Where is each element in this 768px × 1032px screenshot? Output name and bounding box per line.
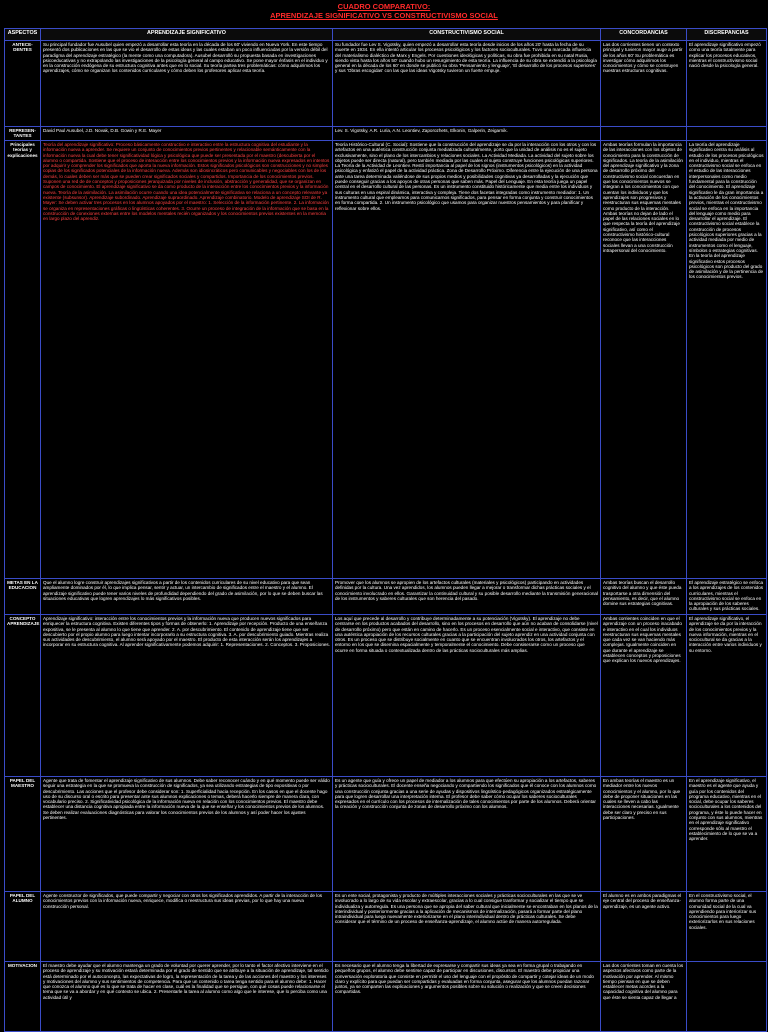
table-row <box>5 579 767 615</box>
table-row <box>5 615 767 777</box>
cell-concordancias: Ambas corrientes coinciden en que el aprendizaje con un proceso inacabado e interactivo en el cual los individuos reestructuran sus esquemas mentales que cada vez se van haciendo más complejas. Igualmente coinciden en que durante el aprendizaje se establecen conceptos y proposiciones que explican los nuevos aprendizajes. <box>601 615 687 777</box>
cell-discrepancias: El aprendizaje significativo, el aprendizaje se da por la interacción de los conocimientos previos y la nueva información, mientras en el sociocultural se da gracias a la interacción entre varios individuos y su entorno. <box>687 615 767 777</box>
cell-significativo: Su principal fundador fue Ausubel quien empezó a desarrollar esta teoría en la década de los 60' viviendo en Nueva York. En este tiempo presentó dos publicaciones en las que se vio el desarrollo de estas ideas y las cuales estaban un poco influenciadas por la versión débil del paradigma del aprendizaje estratégico (la mente como una computadora). Ausubel desarrolló su propuesta basada en investigaciones psicoeducativas y no extrapolando las investigaciones de la psicología general al campo educativo. Se pone mayor énfasis en el individuo y en la construcción endógena de su estructura cognitiva antes que en lo social. Su teoría partea tres problemáticas: cómo adquirimos los aprendizajes, cómo se organizan los contenidos curriculares y cómo deben los profesores aplicar esta teoría. <box>41 41 333 127</box>
row-aspect: CONCEPTO APRENDIZAJE <box>5 615 41 777</box>
cell-significativo: Agente que trata de fomentar el aprendizaje significativo de sus alumnos. Debe saber reconocer cuándo y en qué momento puede ser válido seguir una estrategia en la que se promueva la construcción de significados, ya sea utilizando estrategias de tipo expositivas o por descubrimiento. Las acciones que el profesor debe considerar son: 1. Superficialidad hacia recepción. En los casos en que el docente hago uso de su discurso oral o escrito para presentar ante sus alumnos explicaciones o temas, deberá hacerlo siempre de manera clara, con vocabulario preciso. 2. Significatividad psicológica de la información nueva en relación con los conocimientos previos. El maestro debe establecer una distancia cognitiva apropiada entre la información nueva de la que se enseñar y los conocimientos previos de los alumnos. Se deben realizar evaluaciones diagnósticas para valorar los conocimientos previos de los alumnos y así poder hacer los ajustes pertinentes. <box>41 777 333 892</box>
title-line-1: CUADRO COMPARATIVO: <box>337 2 431 11</box>
cell-concordancias: Las dos corrientes toman en cuenta los aspectos afectivos como parte de la motivación por aprender. Al mismo tiempo piensan en que se deben establecer metas acordes a la capacidad cognitiva del alumno para que éste se sienta capaz de llegar a <box>601 962 687 1032</box>
cell-social: Es un agente que guía y ofrece un papel de mediador a los alumnos para que efectúen su apropiación a los artefactos, saberes y prácticas socioculturales. El docente enseña negociando y compartiendo los significados que él conoce con los alumnos como una construcción conjunta gracias a una serie de ayudas y dispositivos lingüístico-pedagógicos organizados estratégicamente para que logren desarrollar una interpretación interna. El profesor debe saber cómo ocupar los saberes socioculturales expresados en el currículo con los procesos de internalización de tales conocimientos por parte de los alumnos. Deberá orientar la creación y construcción conjunta de zonas de desarrollo próximo con los alumnos. <box>333 777 601 892</box>
cell-social: Es necesario que el alumno tenga la libertad de expresarse y compartir sus ideas ya sea en forma grupal o trabajando en pequeños grupos, el alumno debe sentirse capaz de participar en discusiones, discursos. El maestro debe propiciar una conversación exploratoria que consiste en permitir el uso del lenguaje con el propósito de compartir y cotejar ideas de un modo claro y explícito para que puedan ser compartidas y evaluadas en forma conjunta, asegurar que los alumnos puedan razonar juntos, ya se comparten las explicaciones y argumentos posibles sobre su solución o realización y que se creen decisiones compartidas. <box>333 962 601 1032</box>
table-row <box>5 127 767 141</box>
table-row <box>5 141 767 579</box>
cell-social: Los aquí que precede al desarrollo y contribuye determinadamente a su potenciación (Vigotsky). El aprendizaje no debe centrarse en los productos acabados del desarrollo, sino en los procesos en desarrollo que aún no acaban de consolidarse (nivel de desarrollo próximo) pero que están en camino de hacerlo. Es un proceso esencialmente social e interactivo, que consiste en una auténtica apropiación de los recursos culturales gracias a la participación del sujeto aprendiz en una actividad conjunta con otros. Es un proceso que se distribuye socialmente en cuanto que se encuentran involucrados los otros, los artefactos y el entorno en los que se disemina espacialmente y temporalmente el conocimiento. Debe consiserarse como un proceso que ocurre en forma situada o contextualizada dentro de las prácticas socioculturales más amplias. <box>333 615 601 777</box>
cell-significativo: Aprendizaje significativo: interacción entre los conocimientos previos y la información nueva que producen nuevos significados para enriquecer la estructura cognitiva. Existen diferentes tipos y formas de obtenerlo: 1. Aprendizaje por recepción. Producto de una enseñanza expositiva, se le presenta al alumno lo que tiene que aprender. 2. A. por descubrimiento. El contenido de aprendizaje tiene que ser descubierto por el propio alumno para luego intentar incorporarlo a su estructura cognitiva. 3. A. por descubrimiento guiado. Mientras realiza sus actividades de descubrimiento, el alumno será apoyado por el maestro. El producto de esta interacción serán los aprendizajes a incorporar en su estructura cognitiva. Al aprender significativamente podemos adquirir: 1. Representaciones. 2. Conceptos. 3. Proposiciones. <box>41 615 333 777</box>
cell-social: Es un ente social, protagonista y producto de múltiples interacciones sociales y prácticas socioculturales en las que se ve involucrado a lo largo de su vida escolar y extraescolar, gracias a lo cual consigue tranformar y socializar el tiempo que se individualiza y autorregula. Es una persona que se apropia del saber cultural que inicialmente se encontraban en los planos de la interindividual y posteriormente gracias a la aplicación de mecanismos de internalización, pasará a formar parte del plano intraindividual para luego nuevamente exteriorizarse en el plano interindividual dentro de prácticas culturales. Se debe considerar que el término de un proceso de enseñanza-aprendizaje, el alumno actúe de manera autorregulada. <box>333 892 601 962</box>
comparison-table <box>4 28 767 1032</box>
cell-significativo: David Paul Ausubel, J.D. Novak, D.B. Gowin y R.E. Mayer <box>41 127 333 141</box>
row-aspect: Principales teorías y explicaciones <box>5 141 41 579</box>
row-aspect: PAPEL DEL ALUMNO <box>5 892 41 962</box>
header-constructivismo-social: CONSTRUCTIVISMO SOCIAL <box>333 29 601 41</box>
cell-concordancias: El alumno es en ambos paradigmas el eje central del proceso de enseñanza-aprendizaje, es un agente activo. <box>601 892 687 962</box>
header-concordancias: CONCORDANCIAS <box>601 29 687 41</box>
cell-discrepancias: El aprendizaje estratégico se enfoca a los aprendizajes de los contenidos curriculares, mientras el constructivismo social se enfoca en la apropiación de los saberes culturales y sus prácticas sociales. <box>687 579 767 615</box>
title-line-2: APRENDIZAJE SIGNIFICATIVO VS CONSTRUCTIVISMO SOCIAL <box>270 11 498 20</box>
cell-discrepancias: En el constructivismo social, el alumno forma parte de una comunidad social de la cual va aprendiendo para interiorizar sus conocimientos para luego exteriorizarlos en sus relaciones sociales. <box>687 892 767 962</box>
cell-social: Su fundador fue Lev S. Vigotsky, quien empezó a desarrollar esta teoría desde inicios de los años 20' hasta la fecha de su muerte en 1934. En ella intentó articular los procesos psicológicos y los factores socioculturales. Tuvo una marcada influencia del materialismo dialéctico de Marx y Engels. Por cuestiones ideológicas y políticas, su obra fue prohibida en su natal Rusia, siendo vista hasta los años 50' cuando hubo un resurgimiento de esta teoría. La influencia de su obra se extendió a la psicología general en la década de los 60' en donde se publicó su obra 'Pensamiento y lenguaje', 'El desarrollo de los procesos superiores' y sus 'Obras escogidas' con las que las ideas Vigotsky tuvieron un fuerte empuje. <box>333 41 601 127</box>
cell-concordancias: Ambas teorías buscan el desarrollo cognitivo del alumno y que éste pueda trasportarse a otra dimensión del pensamiento, es decir, que el alumno domine sus estrategias cognitivas. <box>601 579 687 615</box>
header-discrepancias: DISCREPANCIAS <box>687 29 767 41</box>
cell-discrepancias: En el aprendizaje significativo, el maestro es el agente que ayuda y guía por los contenidos del programa educativo, mientras en el social, debe ocupar los saberes socioculturales a los contenidos del programa, y éste lo puede hacer en conjunto con sus alumnos, mientras en el aprendizaje significativo corresponde sólo al maestro el establecimiento de lo que se va a aprender. <box>687 777 767 892</box>
table-row <box>5 962 767 1032</box>
cell-significativo: El maestro debe ayudar que el alumno mantenga un grado de voluntad por querer aprender, por lo tanto el factor afectivo interviene en el proceso de aprendizaje y su motivación estará determinada por el grado de sentido que se atribuye a la situación de aprendizaje, tal sentido está determinado por el autoconcepto, las expectativas de logro, la representación de la tarea y de las acciones del maestro y los intereses y motivaciones del alumno y sus sentimientos de competencia. Para que un contenido o tarea tenga sentido para el alumno debe: 1. Hacer que conozca el alumno qué es lo que se trata de hacer en clase, cuál es la finalidad que se persigue, con qué cosas puede relacionarse el tema que se va a abordar y en qué contexto se ubica. 2. Presentarle la tarea al alumno como algo que le interese, que lo perciba como una actividad útil y <box>41 962 333 1032</box>
row-aspect: REPRESEN-TANTES <box>5 127 41 141</box>
table-row <box>5 892 767 962</box>
header-aprendizaje-significativo: APRENDIZAJE SIGNIFICATIVO <box>41 29 333 41</box>
cell-concordancias: Ambas teorías formulan la importancia de las interacciones con los objetos de conocimiento para la construcción de significados. La teoría de la asimilación del aprendizaje significativo y la zona de desarrollo próximo del constructivismo social concuerdan en que los conocimientos nuevos se integran a los conocimientos con que cuentan los individuos y que los aprendizajes son progresivos y reestructuran sus esquemas mentales como producto de la interacción. Ambas teorías no dejan de lado el papel de las relaciones sociales en lo que respecta la teoría del aprendizaje significativo, así como el constructivismo histórico-cultural reconoce que las interacciones sociales llevan a una construcción intrapersonal del conocimiento. <box>601 141 687 579</box>
document-title <box>0 2 768 20</box>
table-header-row <box>5 29 767 41</box>
cell-concordancias <box>601 127 687 141</box>
cell-significativo: Que el alumno logre construir aprendizajes significativos a partir de los contenidos curriculares de su nivel educativo para que sean ampliamente dominados por él, lo que implica pensar, sentir y actuar, un intercambio de significados entre el maestro y el alumno. El aprendizaje significativo puede tener varios niveles de profundidad dependiendo del grado de asimilación, por lo que se deben buscar las situaciones educativas que logren aprendizajes lo más significativos posibles. <box>41 579 333 615</box>
cell-discrepancias: La teoría del aprendizaje significativo centra su análisis al estudio de los procesos psicológicos en el individuo, mientras el constructivismo social se enfoca en el estudio de las interacciones interpersonales como medio fundamental para la construcción del conocimiento. El aprendizaje significativo le da gran importancia a la activación de los conocimientos previos, mientras el constructivismo social se enfoca en la importancia del lenguaje como medio para desarrollar el aprendizaje. El constructivismo social establece la construcción de procesos psicológicos superiores gracias a la actividad mediada por medio de instrumentos como el lenguaje, símbolos o estrategias cognitivas. En la teoría del aprendizaje significativo estos procesos psicológicos son producto del grado de asimilación y de la pertinencia de los conocimientos previos. <box>687 141 767 579</box>
cell-discrepancias <box>687 962 767 1032</box>
table-row <box>5 41 767 127</box>
row-aspect: ANTECE-DENTES <box>5 41 41 127</box>
cell-concordancias: Las dos corrientes tienen un contexto principal y tuvieron mayor auge a partir de los años 60' Su problemática es investigar cómo adquirimos los conocimientos y cómo se construyen nuestras estructuras cognitivas. <box>601 41 687 127</box>
row-aspect: PAPEL DEL MAESTRO <box>5 777 41 892</box>
cell-significativo: Agente constructor de significados, que puede compartir y negociar con otros los significados aprendidos. A partir de la interacción de los conocimientos previos con la información nueva, enriquece, modifica o reestructura sus ideas previas, por lo que hay una nueva construcción personal. <box>41 892 333 962</box>
cell-concordancias: En ambas teorías el maestro es un mediador entre los nuevos conocimientos y el alumno, por lo que debe de proponer situaciones en las cuales se lleven a cabo las interacciones necesarias. Igualmente debe ser claro y preciso en sus participaciones. <box>601 777 687 892</box>
cell-social: Teoría Histórico-Cultural (C. Social): Sostiene que la construcción del aprendizaje se da por la interacción con los otros y con los artefactos en una auténtica construcción conjunta mediatizada culturalmente, porto que la unidad de análisis no es el sujeto exclusivamente, sino el plano de los intercambios y relaciones sociales. La Actividad Mediada. La actividad del sujeto sobre los objetos puede ser directa (natural), pero también mediada por las cuales el sujeto construye funciones psicológicas superiores. La Teoría de la Actividad de Leontiev. Restó importancia al papel de los signos (instrumentos psicológicos) en la actividad psicológica y enfatizó el papel de la actividad práctica. Zona de Desarrollo Próximo. Diferencia entre la ejecución de una persona ante una tarea determinada valiéndose de sus propios medios y posibilidades cognitivas ya desarrolladas y la ejecución que puede conseguir gracias a los apoyos de otras personas que saben más. Papel del Lenguaje. En esta teoría juega un papel central en el desarrollo cultural de las personas. Es un instrumento constituido históricamente que media entre los individuos y sus culturas en una espiral dinámica, interactiva y compleja. Tiene dos facetas integradas como instrumento mediador: 1. Un instrumento cultural que empleamos para comunicarnos significados, para pensar en forma conjunta y construir conocimientos en forma compartida. 2. Un instrumento psicológico que usamos para organizar nuestros pensamientos y para planificar y reflexionar sobre ellos. <box>333 141 601 579</box>
cell-significativo: Teoría del aprendizaje significativo: Proceso básicamente constructivo e interactivo entre la estructura cognitiva del estudiante y la información nueva a aprender. Se requiere un conjunto de conocimientos previos pertinentes y relacionable semánticamente con la información nueva la cual debe tener significatividad lógica y psicológica que puede ser presentada por el maestro (descubierta por el alumno o compartida. Sostiene que el proceso de interacción entre los conocimientos previos y la información nueva expresados en intentos por adquirir y comprender los significados que aporta la nueva información. Estos significados psicológicos son construcciones y no simples copias de los significados potenciales de la información nueva. Además son idiosincráticos pero comunicables y negociables con los de los demás, lo cuales deben ser más que se pueden crear significados sociales y compartidos. Importancia de los conocimientos previos. Suponen una red de de conceptos y proposiciones jerarquizada por niveles de inclusión, abstracción y generalidad, que se organizan en campos de conocimiento. El aprendizaje significativo se da como producto de la interacción entre los conocimientos previos y la información nueva. Teoría de la asimilación. La asimilación ocurre cuando una idea potencialmente significativa se relaciona a un concepto relevante ya existente (subsunsor). Aprendizaje subordinado. Aprendizaje supraordinado. Aprendizaje combinatorio. Modelo de aprendizaje SOI de R. Mayer: Se deben activar tres procesos en los alumnos apoyados por el maestro: 1. Selección de la información pertinente. 2. La información se organiza en representaciones gráficas o lingüísticas coherentes. 3. Ocurre un proceso de integración de la información que se basa en la construcción de conexiones externas entre los modelos mentales recién organizados y los conocimientos previos existentes en la memoria en largo plazo del aprendiz. <box>41 141 333 579</box>
cell-social: Promover que los alumnos se apropien de los artefactos culturales (materiales y psicológicos) participando en actividades definidas por la cultura. Una vez aprendidos, los alumnos pueden llegar a mejorar o transformar dichas prácticas sociales y el conocimiento involucrado en ellos. Garantizar la continuidad cultural y su posible desarrollo mediante la transmisión generacional de los instrumentos y saberes culturales que son herencia del pasado. <box>333 579 601 615</box>
header-aspectos: ASPECTOS <box>5 29 41 41</box>
cell-discrepancias <box>687 127 767 141</box>
cell-discrepancias: El aprendizaje significativo empezó como una teoría totalmente para explicar los procesos educativos, mientras el constructivismo social nació desde la psicología general. <box>687 41 767 127</box>
row-aspect: METAS EN LA EDUCACION <box>5 579 41 615</box>
table-row <box>5 777 767 892</box>
cell-social: Lev. S. Vigotsky, A.R. Luria, A.N. Leontiev, Zaporozhets, Elkonin, Galperin, Zeigarnik. <box>333 127 601 141</box>
row-aspect: MOTIVACION <box>5 962 41 1032</box>
